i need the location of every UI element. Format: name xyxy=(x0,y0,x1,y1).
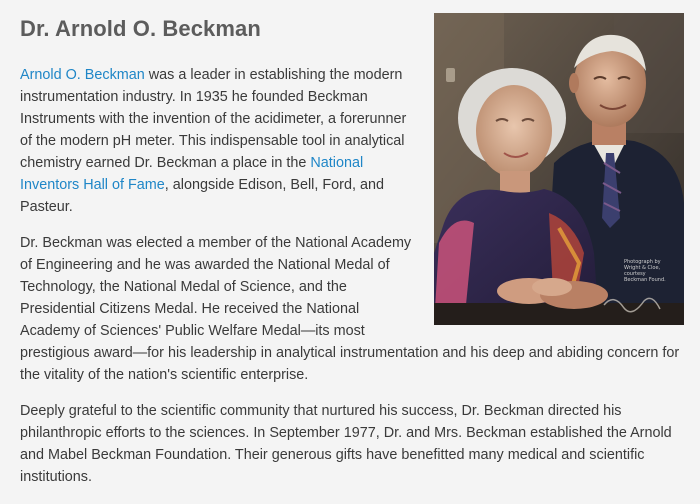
photo-credit: Photograph by Wright & Cloe, courtesy Beckman Found. xyxy=(624,259,666,283)
portrait-photo xyxy=(434,13,684,325)
arnold-beckman-link[interactable]: Arnold O. Beckman xyxy=(20,67,145,83)
inventors-hall-of-fame-link[interactable]: National Inventors Hall of Fame xyxy=(20,155,364,193)
paragraph-foundation: Deeply grateful to the scientific community that nurtured his success, Dr. Beckman directed his philanthropic efforts to the sciences. In September 1977, Dr. and Mrs. Beckman established the Arnold and Mabel Beckman Foundation. Their generous gifts have benefitted many medical and scientific institutions. xyxy=(20,403,672,485)
paragraph-intro-text-1: was a leader in establishing the modern instrumentation industry. In 1935 he founded Beckman Instruments with the invention of the acidimeter, a forerunner of the modern pH meter. This indispensable tool in analytical chemistry earned Dr. Beckman a place in the xyxy=(20,67,407,171)
paragraph-intro-text-2: , alongside Edison, Bell, Ford, and Pasteur. xyxy=(20,177,384,215)
paragraph-honors: Dr. Beckman was elected a member of the National Academy of Engineering and he was awarded the National Medal of Technology, the National Medal of Science, and the Presidential Citizens Medal. He received the National Academy of Sciences' Public Welfare Medal—its most prestigious award—for his leadership in analytical instrumentation and his deep and abiding concern for the vitality of the nation's scientific enterprise. xyxy=(20,235,680,383)
page-title: Dr. Arnold O. Beckman xyxy=(20,16,261,41)
